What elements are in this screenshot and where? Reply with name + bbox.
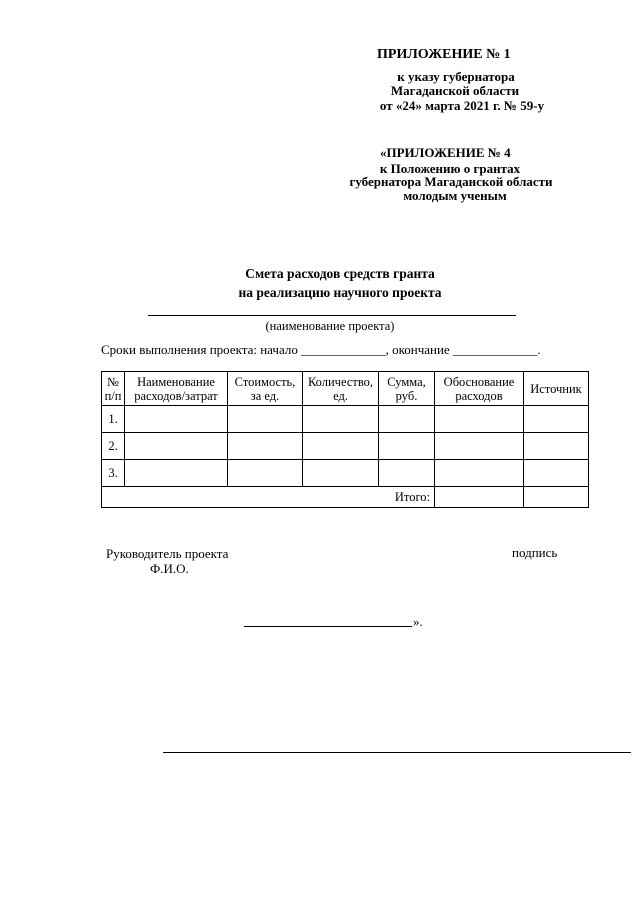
cell-source xyxy=(524,433,589,460)
document-title-line-1: Смета расходов средств гранта xyxy=(245,266,435,281)
cell-quantity xyxy=(303,433,379,460)
table-row xyxy=(102,460,589,487)
appendix-1-title: ПРИЛОЖЕНИЕ № 1 xyxy=(377,47,511,62)
cell-quantity xyxy=(303,460,379,487)
total-label: Итого: xyxy=(102,487,435,508)
cell-sum xyxy=(379,406,435,433)
bottom-separator-line xyxy=(163,752,631,753)
header-unit-cost: Стоимость, за ед. xyxy=(228,372,303,406)
document-title-line-2: на реализацию научного проекта xyxy=(238,285,442,300)
cell-unit-cost xyxy=(228,460,303,487)
table-row xyxy=(102,433,589,460)
appendix-4-line-3: молодым ученым xyxy=(403,188,507,203)
header-number: № п/п xyxy=(102,372,125,406)
cell-unit-cost xyxy=(228,433,303,460)
row-number: 1. xyxy=(102,406,125,433)
project-head-label: Руководитель проекта xyxy=(106,546,229,561)
header-sum: Сумма, руб. xyxy=(379,372,435,406)
total-justification-cell xyxy=(435,487,524,508)
cell-quantity xyxy=(303,406,379,433)
table-total-row xyxy=(102,487,589,508)
row-number: 3. xyxy=(102,460,125,487)
signature-label: подпись xyxy=(512,545,558,560)
appendix-1-line-2: Магаданской области xyxy=(390,83,520,98)
project-period-text: Сроки выполнения проекта: начало _____________, окончание _____________. xyxy=(101,342,541,357)
fio-label: Ф.И.О. xyxy=(150,561,189,576)
closing-quote-mark: ». xyxy=(413,614,423,629)
cell-justification xyxy=(435,406,524,433)
cell-source xyxy=(524,460,589,487)
cell-sum xyxy=(379,433,435,460)
cell-unit-cost xyxy=(228,406,303,433)
cell-expense-name xyxy=(125,433,228,460)
appendix-4-line-1: к Положению о грантах xyxy=(379,161,521,176)
expense-table xyxy=(101,371,589,508)
cell-source xyxy=(524,406,589,433)
cell-justification xyxy=(435,460,524,487)
total-source-cell xyxy=(524,487,589,508)
cell-expense-name xyxy=(125,460,228,487)
header-quantity: Количество, ед. xyxy=(303,372,379,406)
project-name-blank-line xyxy=(148,315,516,316)
row-number: 2. xyxy=(102,433,125,460)
appendix-4-title: «ПРИЛОЖЕНИЕ № 4 xyxy=(380,145,511,160)
cell-expense-name xyxy=(125,406,228,433)
project-name-caption: (наименование проекта) xyxy=(265,319,395,333)
header-source: Источник xyxy=(524,372,589,406)
header-expense-name: Наименование расходов/затрат xyxy=(125,372,228,406)
cell-justification xyxy=(435,433,524,460)
header-justification: Обоснование расходов xyxy=(435,372,524,406)
appendix-1-line-1: к указу губернатора xyxy=(397,69,515,84)
table-row xyxy=(102,406,589,433)
appendix-1-date-number: от «24» марта 2021 г. № 59-у xyxy=(379,98,545,113)
cell-sum xyxy=(379,460,435,487)
appendix-4-line-2: губернатора Магаданской области xyxy=(349,174,553,189)
table-header-row xyxy=(102,372,589,406)
closing-blank-line xyxy=(244,626,412,627)
